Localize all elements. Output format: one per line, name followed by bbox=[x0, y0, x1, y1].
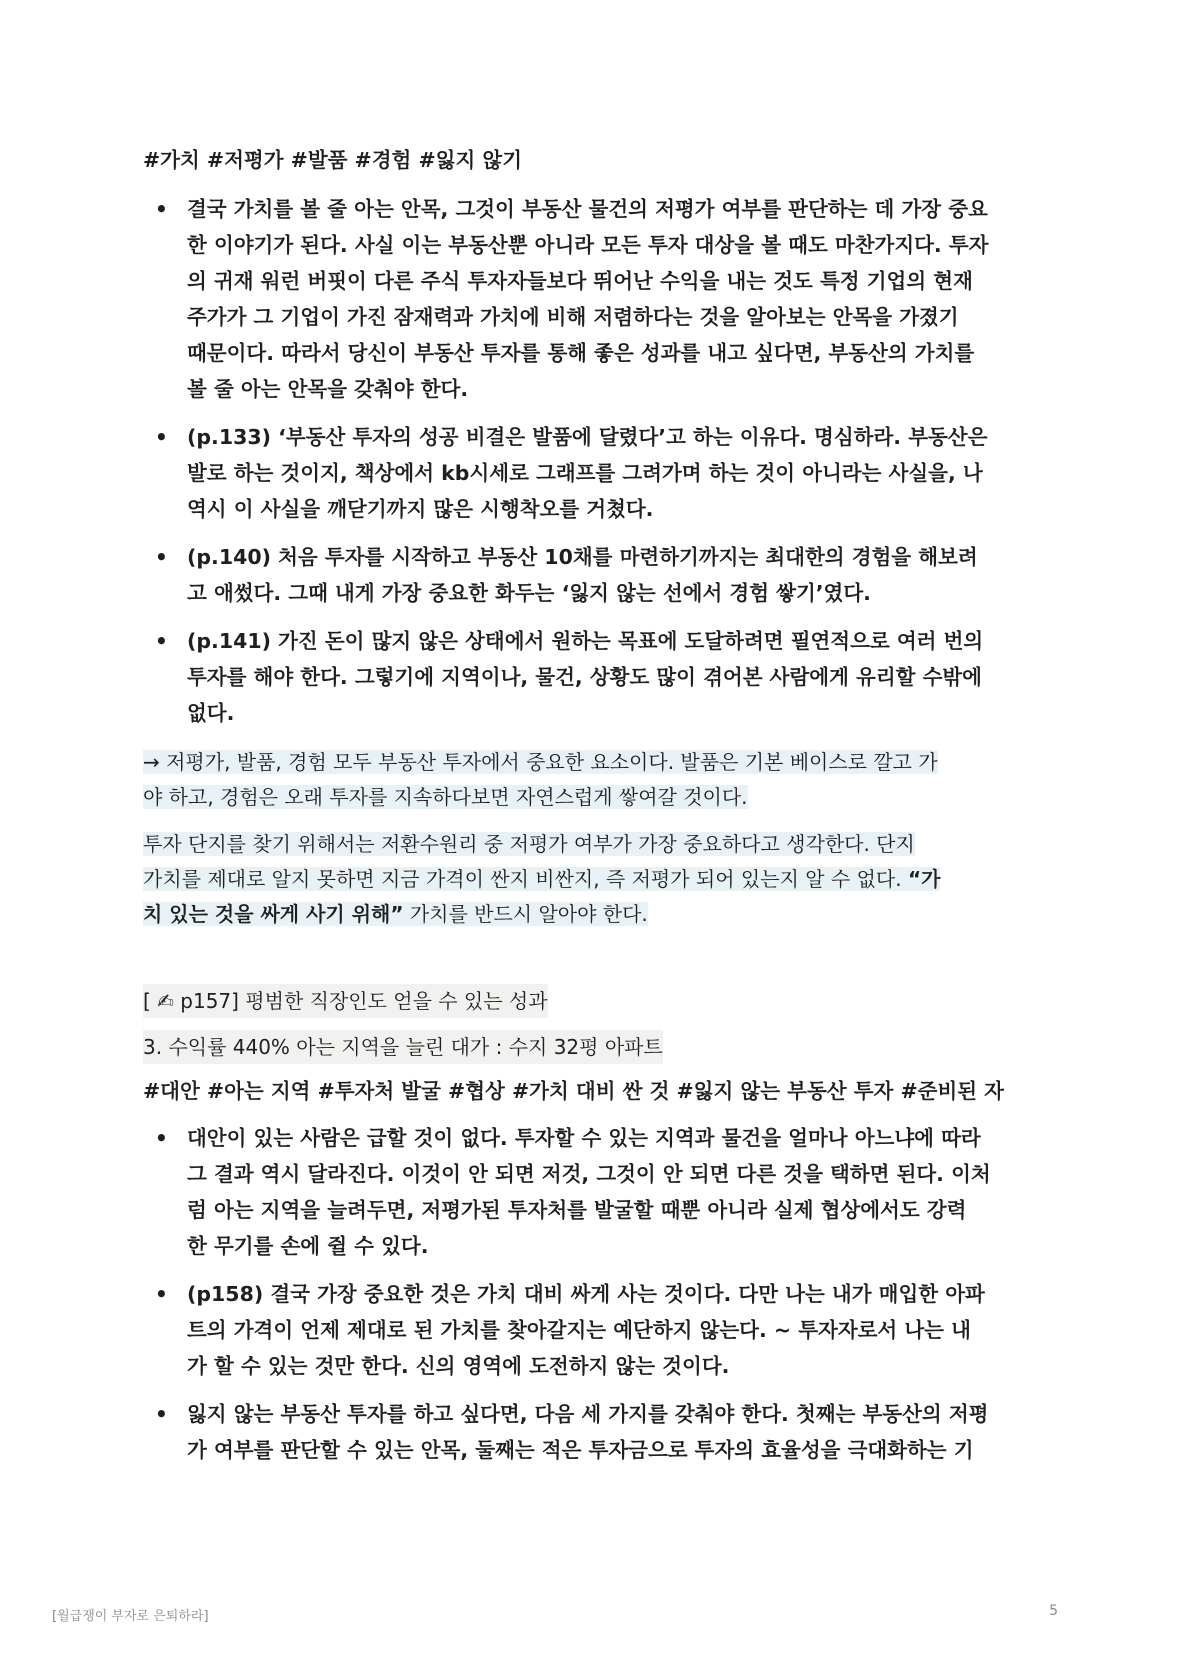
hashtag-line: #가치 #저평가 #발품 #경험 #잃지 않기 bbox=[143, 148, 523, 172]
section-heading: 3. 수익률 440% 아는 지역을 늘린 대가 : 수지 32평 아파트 bbox=[143, 1030, 663, 1064]
bullet-item: • (p.140) 처음 투자를 시작하고 부동산 10채를 마련하기까지는 최대한의 경험을 해보려 고 애썼다. 그때 내게 가장 중요한 화두는 ‘잃지 않는 선에서 경험 쌓기’였다. bbox=[143, 539, 1048, 611]
highlighted-note: 투자 단지를 찾기 위해서는 저환수원리 중 저평가 여부가 가장 중요하다고 생각한다. 단지 가치를 제대로 알지 못하면 지금 가격이 싼지 비싼지, 즉 저평가 되어 있는지 알 수 없다. “가 치 있는 것을 싸게 사기 위해” 가치를 반드시 알아야 한다. bbox=[143, 832, 941, 926]
bullet-item: • (p158) 결국 가장 중요한 것은 가치 대비 싸게 사는 것이다. 다만 나는 내가 매입한 아파 트의 가격이 언제 제대로 된 가치를 찾아갈지는 예단하지 않는다. ~ 투자자로서 나는 내 가 할 수 있는 것만 한다. 신의 영역에 도전하지 않는 것이다. bbox=[143, 1276, 1048, 1384]
hashtag-line: #대안 #아는 지역 #투자처 발굴 #협상 #가치 대비 싼 것 #잃지 않는 부동산 투자 #준비된 자 bbox=[143, 1079, 1004, 1103]
bullet-item: • (p.133) ‘부동산 투자의 성공 비결은 발품에 달렸다’고 하는 이유다. 명심하라. 부동산은 발로 하는 것이지, 책상에서 kb시세로 그래프를 그려가며 하는 것이 아니라는 사실을, 나 역시 이 사실을 깨닫기까지 많은 시행착오를 거쳤다. bbox=[143, 419, 1048, 527]
page-reference: [ ✍ p157] 평범한 직장인도 얻을 수 있는 성과 bbox=[143, 984, 548, 1018]
highlighted-note: → 저평가, 발품, 경험 모두 부동산 투자에서 중요한 요소이다. 발품은 기본 베이스로 깔고 가 야 하고, 경험은 오래 투자를 지속하다보면 자연스럽게 쌓여갈 것이다. bbox=[143, 750, 938, 809]
footer-book-title: [월급쟁이 부자로 은퇴하라] bbox=[52, 1609, 209, 1624]
bullet-item: • 잃지 않는 부동산 투자를 하고 싶다면, 다음 세 가지를 갖춰야 한다. 첫째는 부동산의 저평 가 여부를 판단할 수 있는 안목, 둘째는 적은 투자금으로 투자의 효율성을 극대화하는 기 bbox=[143, 1396, 1048, 1468]
section-2 bbox=[143, 984, 1048, 1468]
bullet-item: • (p.141) 가진 돈이 많지 않은 상태에서 원하는 목표에 도달하려면 필연적으로 여러 번의 투자를 해야 한다. 그렇기에 지역이나, 물건, 상황도 많이 겪어본 사람에게 유리할 수밖에 없다. bbox=[143, 623, 1048, 731]
page-number: 5 bbox=[1049, 1603, 1058, 1619]
bullet-item: • 대안이 있는 사람은 급할 것이 없다. 투자할 수 있는 지역과 물건을 얼마나 아느냐에 따라 그 결과 역시 달라진다. 이것이 안 되면 저것, 그것이 안 되면 다른 것을 택하면 된다. 이처 럼 아는 지역을 늘려두면, 저평가된 투자처를 발굴할 때뿐 아니라 실제 협상에서도 강력 한 무기를 손에 쥘 수 있다. bbox=[143, 1120, 1048, 1264]
bullet-list bbox=[143, 191, 1048, 731]
bullet-item: • 결국 가치를 볼 줄 아는 안목, 그것이 부동산 물건의 저평가 여부를 판단하는 데 가장 중요 한 이야기가 된다. 사실 이는 부동산뿐 아니라 모든 투자 대상을 볼 때도 마찬가지다. 투자 의 귀재 워런 버핏이 다른 주식 투자자들보다 뛰어난 수익을 내는 것도 특정 기업의 현재 주가가 그 기업이 가진 잠재력과 가치에 비해 저렴하다는 것을 알아보는 안목을 가졌기 때문이다. 따라서 당신이 부동산 투자를 통해 좋은 성과를 내고 싶다면, 부동산의 가치를 볼 줄 아는 안목을 갖춰야 한다. bbox=[143, 191, 1048, 407]
bullet-list bbox=[143, 1120, 1048, 1468]
page-content bbox=[143, 143, 1048, 1468]
